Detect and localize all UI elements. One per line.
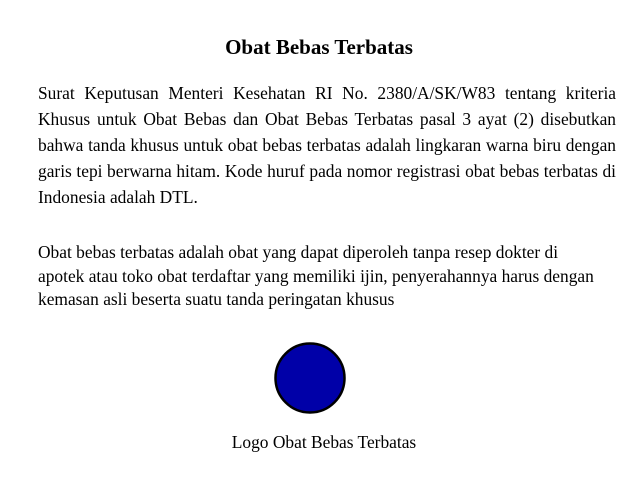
decree-paragraph: Surat Keputusan Menteri Kesehatan RI No. 2380/A/SK/W83 tentang kriteria Khusus untuk Obat Bebas dan Obat Bebas Terbatas pasal 3 ayat (2) disebutkan bahwa tanda khusus untuk obat bebas terbatas adalah lingkaran warna biru dengan garis tepi berwarna hitam. Kode huruf pada nomor registrasi obat bebas terbatas di Indonesia adalah DTL. [38,83,616,207]
page-title: Obat Bebas Terbatas [225,35,413,59]
definition-paragraph: Obat bebas terbatas adalah obat yang dapat diperoleh tanpa resep dokter di apotek atau toko obat terdaftar yang memiliki ijin, penyerahannya harus dengan kemasan asli beserta suatu tanda peringatan khusus [38,242,594,309]
logo-caption: Logo Obat Bebas Terbatas [231,432,417,452]
logo-circle [276,344,345,413]
blue-circle-logo [274,342,346,414]
